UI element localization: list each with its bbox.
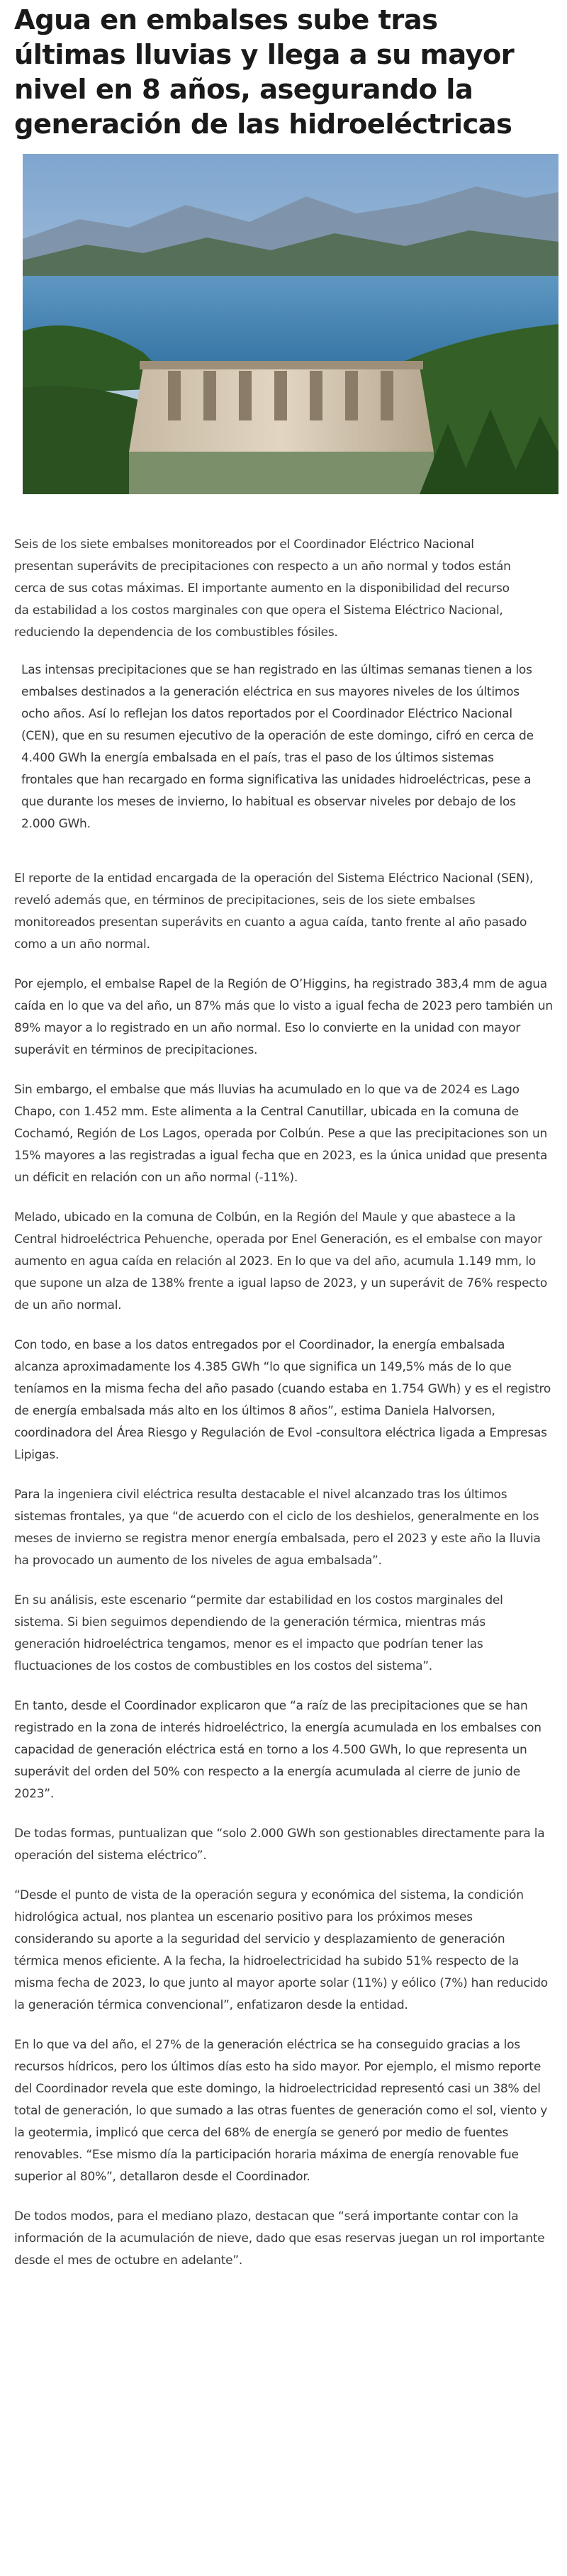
- dam-crest: [140, 361, 423, 369]
- paragraph: Para la ingeniera civil eléctrica resulta destacable el nivel alcanzado tras los últimos sistemas frontales, ya que “de acuerdo con el ciclo de los deshielos, generalmente en los meses de invierno se registra menor energía embalsada, pero el 2023 y este año la lluvia ha provocado un aumento de los niveles de agua embalsada”.: [14, 1488, 541, 1568]
- article-headline: Agua en embalses sube tras últimas lluvias y llega a su mayor nivel en 8 años, asegurando la generación de las hidroeléctricas: [14, 4, 515, 140]
- paragraph: El reporte de la entidad encargada de la operación del Sistema Eléctrico Nacional (SEN), reveló además que, en términos de precipitaciones, seis de los siete embalses monitoreados presentan superávits en cuanto a agua caída, tanto frente al año pasado como a un año normal.: [14, 871, 534, 952]
- paragraph: En lo que va del año, el 27% de la generación eléctrica se ha conseguido gracias a los recursos hídricos, pero los últimos días esto ha sido mayor. Por ejemplo, el mismo reporte del Coordinador revela que este domingo, la hidroelectricidad representó casi un 38% del total de generación, lo que sumado a las otras fuentes de generación como el sol, viento y la geotermia, implicó que cerca del 68% de energía se generó por medio de fuentes renovables. “Ese mismo día la participación horaria máxima de energía renovable fue superior al 80%”, detallaron desde el Coordinador.: [14, 2038, 548, 2184]
- paragraph: Melado, ubicado en la comuna de Colbún, en la Región del Maule y que abastece a la Central hidroeléctrica Pehuenche, operada por Enel Generación, es el embalse con mayor aumento en agua caída en relación al 2023. En lo que va del año, acumula 1.149 mm, lo que supone un alza de 138% frente a igual lapso de 2023, y un superávit de 76% respecto de un año normal.: [14, 1210, 547, 1312]
- paragraph: “Desde el punto de vista de la operación segura y económica del sistema, la condición hidrológica actual, nos plantea un escenario positivo para los próximos meses considerando su aporte a la seguridad del servicio y desplazamiento de generación térmica menos eficiente. A la fecha, la hidroelectricidad ha subido 51% respecto de la misma fecha de 2023, lo que junto al mayor aporte solar (11%) y eólico (7%) han reducido la generación térmica convencional”, enfatizaron desde la entidad.: [14, 1888, 548, 2012]
- hero-image: [23, 154, 558, 494]
- paragraph: De todas formas, puntualizan que “solo 2.000 GWh son gestionables directamente para la operación del sistema eléctrico”.: [14, 1827, 545, 1863]
- paragraph: Con todo, en base a los datos entregados por el Coordinador, la energía embalsada alcanza aproximadamente los 4.385 GWh “lo que significa un 149,5% más de lo que teníamos en la misma fecha del año pasado (cuando estaba en 1.754 GWh) y es el registro de energía embalsada más alto en los últimos 8 años”, estima Daniela Halvorsen, coordinadora del Área Riesgo y Regulación de Evol -consultora eléctrica ligada a Empresas Lipigas.: [14, 1338, 551, 1462]
- paragraph: En su análisis, este escenario “permite dar estabilidad en los costos marginales del sistema. Si bien seguimos dependiendo de la generación térmica, mientras más generación hidroeléctrica tengamos, menor es el impacto que podrían tener las fluctuaciones de los costos de combustibles en los costos del sistema”.: [14, 1593, 503, 1673]
- river-bed: [129, 452, 434, 494]
- paragraph: Por ejemplo, el embalse Rapel de la Región de O’Higgins, ha registrado 383,4 mm de agua caída en lo que va del año, un 87% más que lo visto a igual fecha de 2023 pero también un 89% mayor a lo registrado en un año normal. Eso lo convierte en la unidad con mayor superávit en términos de precipitaciones.: [14, 977, 553, 1057]
- article-body: [14, 534, 553, 2272]
- paragraph: Sin embargo, el embalse que más lluvias ha acumulado en lo que va de 2024 es Lago Chapo, con 1.452 mm. Este alimenta a la Central Canutillar, ubicada en la comuna de Cochamó, Región de Los Lagos, operada por Colbún. Pese a que las precipitaciones son un 15% mayores a las registradas a igual fecha que en 2023, es la única unidad que presenta un déficit en relación con un año normal (-11%).: [14, 1083, 548, 1185]
- paragraph: Las intensas precipitaciones que se han registrado en las últimas semanas tienen a los embalses destinados a la generación eléctrica en sus mayores niveles de los últimos ocho años. Así lo reflejan los datos reportados por el Coordinador Eléctrico Nacional (CEN), que en su resumen ejecutivo de la operación de este domingo, cifró en cerca de 4.400 GWh la energía embalsada en el país, tras el paso de los últimos sistemas frontales que han recargado en forma significativa las unidades hidroeléctricas, pese a que durante los meses de invierno, lo habitual es observar niveles por debajo de los 2.000 GWh.: [21, 663, 534, 831]
- paragraph: De todos modos, para el mediano plazo, destacan que “será importante contar con la información de la acumulación de nieve, dado que esas reservas juegan un rol importante desde el mes de octubre en adelante”.: [14, 2209, 545, 2268]
- paragraph: En tanto, desde el Coordinador explicaron que “a raíz de las precipitaciones que se han registrado en la zona de interés hidroeléctrico, la energía acumulada en los embalses con capacidad de generación eléctrica está en torno a los 4.500 GWh, lo que representa un superávit del orden del 50% con respecto a la energía acumulada al cierre de junio de 2023”.: [14, 1699, 541, 1801]
- article-lead: Seis de los siete embalses monitoreados por el Coordinador Eléctrico Nacional presentan superávits de precipitaciones con respecto a un año normal y todos están cerca de sus cotas máximas. El importante aumento en la disponibilidad del recurso da estabilidad a los costos marginales con que opera el Sistema Eléctrico Nacional, reduciendo la dependencia de los combustibles fósiles.: [14, 537, 511, 640]
